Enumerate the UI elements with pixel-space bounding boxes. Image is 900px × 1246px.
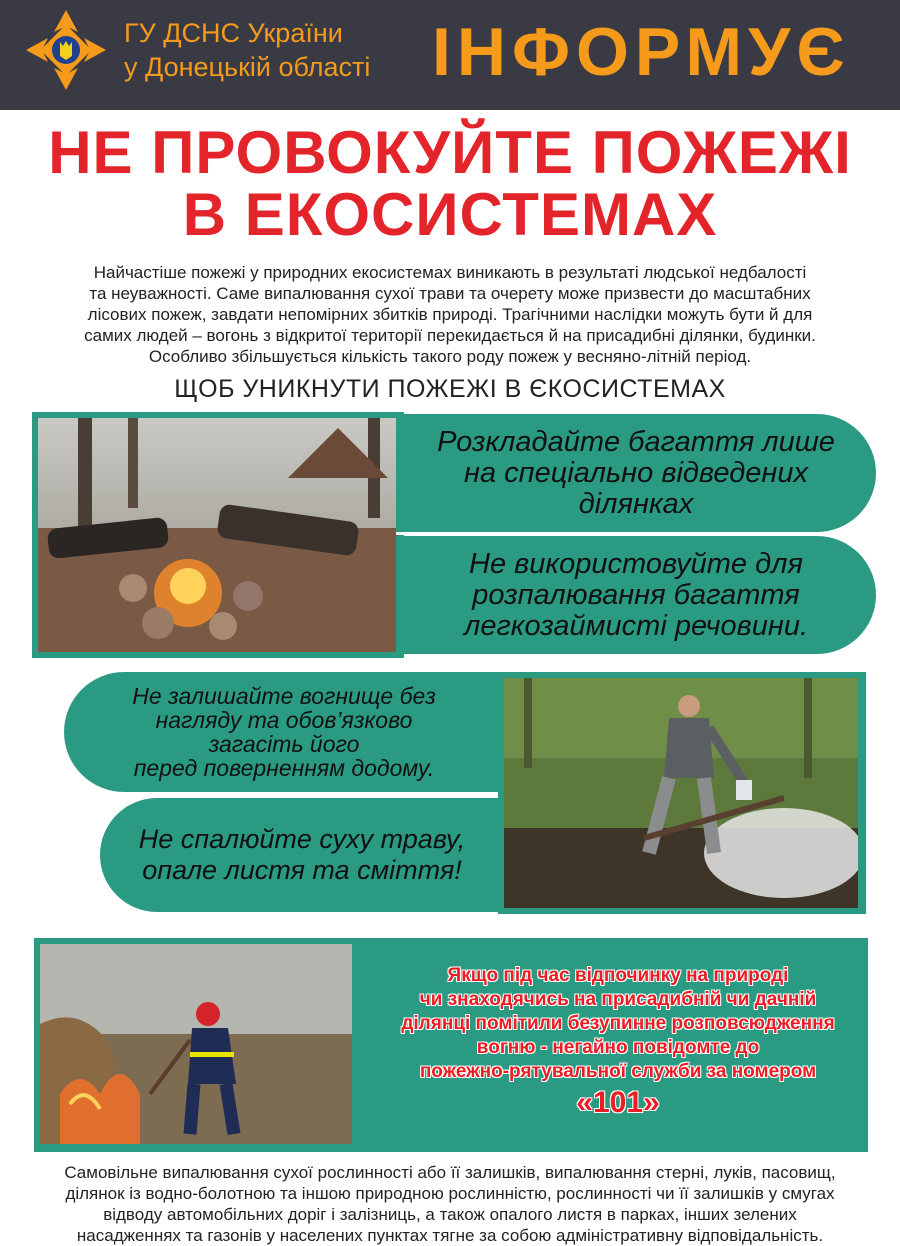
organization-name bbox=[124, 16, 370, 84]
tip-pill-2 bbox=[396, 536, 876, 654]
tip-1-line: ділянках bbox=[578, 487, 694, 520]
intro-line: самих людей – вогонь з відкритої території перекидається й на присадибні ділянки, будинки. bbox=[84, 326, 816, 345]
tip-2-line: легкозаймисті речовини. bbox=[463, 609, 809, 642]
tip-pill-1 bbox=[396, 414, 876, 532]
tip-3-line: нагляду та обов’язково bbox=[155, 707, 413, 733]
firefighter-photo bbox=[40, 944, 352, 1144]
org-line-2: у Донецькій області bbox=[124, 52, 371, 82]
tip-1-line: Розкладайте багаття лише bbox=[437, 425, 835, 458]
tip-4-line: Не спалюйте суху траву, bbox=[138, 824, 466, 854]
alert-line: Якщо під час відпочинку на природі bbox=[447, 965, 789, 986]
informs-heading: ІНФОРМУЄ bbox=[432, 14, 851, 90]
intro-line: лісових пожеж, завдати непомірних збитків природі. Трагічними наслідки можуть бути й для bbox=[87, 305, 813, 324]
intro-paragraph bbox=[30, 262, 870, 367]
page-title bbox=[0, 119, 900, 248]
tip-1-line: на спеціально відведених bbox=[464, 456, 808, 489]
tip-2-line: розпалювання багаття bbox=[472, 578, 800, 611]
emergency-number: «101» bbox=[576, 1086, 660, 1119]
section-subheading: ЩОБ УНИКНУТИ ПОЖЕЖІ В ЄКОСИСТЕМАХ bbox=[174, 375, 726, 403]
tip-pill-4 bbox=[100, 798, 504, 912]
footer-paragraph bbox=[26, 1162, 874, 1246]
header-bar bbox=[0, 0, 900, 110]
tip-4-line: опале листя та сміття! bbox=[142, 855, 462, 885]
tip-3-line: загасіть його bbox=[208, 731, 360, 757]
man-extinguishing-photo bbox=[504, 678, 858, 908]
alert-line: чи знаходячись на присадибній чи дачній bbox=[419, 989, 817, 1010]
footer-line: ділянок із водно-болотною та іншою природною рослинністю, рослинності чи її залишків у смугах bbox=[65, 1184, 835, 1203]
tip-3-line: Не залишайте вогнище без bbox=[132, 683, 436, 709]
divider-line bbox=[120, 793, 500, 796]
dsns-emblem-icon bbox=[24, 8, 108, 92]
alert-message bbox=[378, 964, 858, 1122]
title-line-2: В ЕКОСИСТЕМАХ bbox=[182, 181, 718, 248]
alert-line: ділянці помітили безупинне розповсюдження bbox=[401, 1013, 835, 1034]
footer-line: відводу автомобільних доріг і залізниць, а також опалого листя в парках, інших зелених bbox=[103, 1205, 797, 1224]
footer-line: Самовільне випалювання сухої рослинності або її залишків, випалювання стерні, луків, пасовищ, bbox=[64, 1163, 836, 1182]
intro-line: та неуважності. Саме випалювання сухої трави та очерету може призвести до масштабних bbox=[89, 284, 811, 303]
org-line-1: ГУ ДСНС України bbox=[124, 18, 343, 48]
title-line-1: НЕ ПРОВОКУЙТЕ ПОЖЕЖІ bbox=[48, 119, 852, 186]
tip-pill-3 bbox=[64, 672, 504, 792]
divider-line bbox=[396, 532, 816, 535]
campfire-photo bbox=[38, 418, 398, 652]
intro-line: Найчастіше пожежі у природних екосистемах виникають в результаті людської недбалості bbox=[93, 263, 807, 282]
alert-line: вогню - негайно повідомте до bbox=[476, 1037, 760, 1058]
intro-line: Особливо збільшується кількість такого роду пожеж у весняно-літній період. bbox=[148, 347, 752, 366]
tip-2-line: Не використовуйте для bbox=[469, 547, 803, 580]
tip-3-line: перед поверненням додому. bbox=[133, 755, 435, 781]
footer-line: насадженнях та газонів у населених пунктах тягне за собою адміністративну відповідальність. bbox=[76, 1226, 824, 1245]
alert-line: пожежно-рятувальної служби за номером bbox=[419, 1061, 817, 1082]
